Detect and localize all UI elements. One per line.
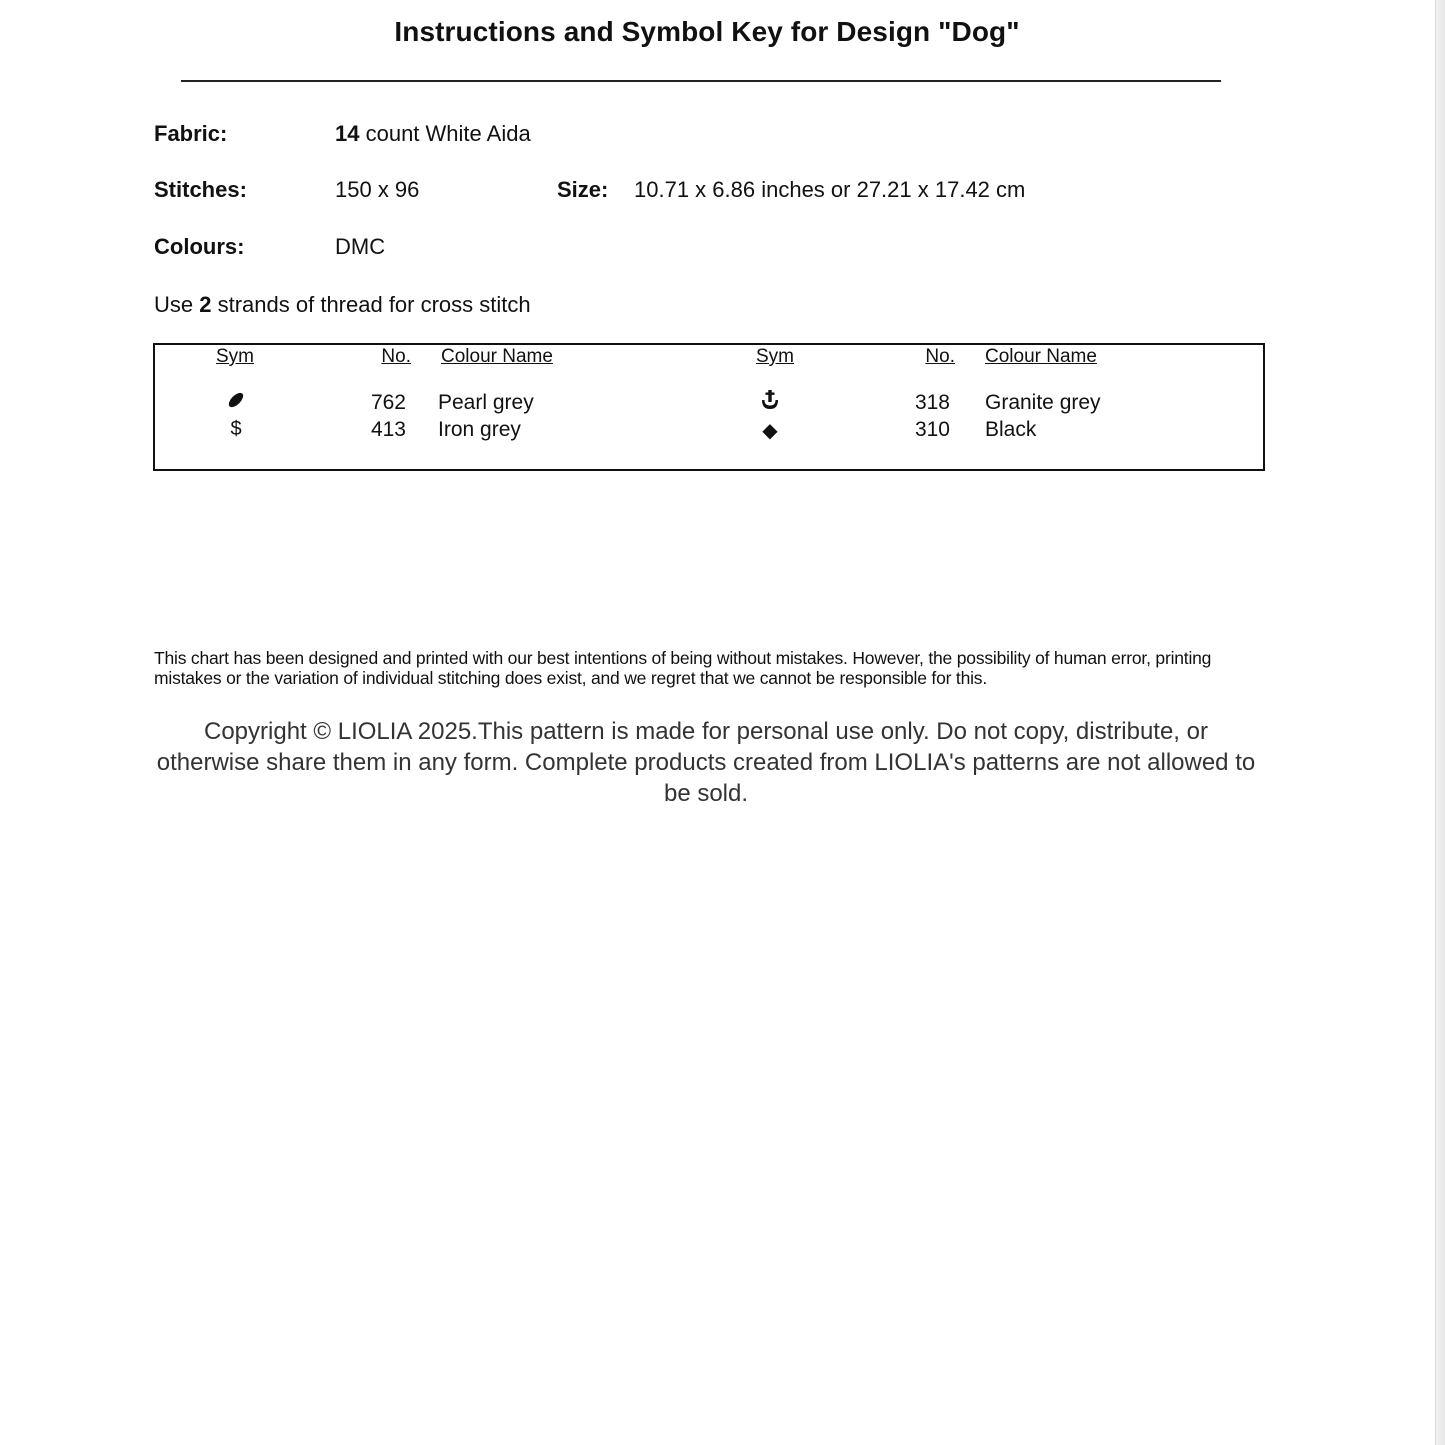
strands-prefix: Use bbox=[154, 292, 200, 317]
page-title: Instructions and Symbol Key for Design "Dog" bbox=[394, 16, 1020, 47]
row-right-1-no: 318 bbox=[914, 391, 950, 414]
stitches-label: Stitches: bbox=[154, 177, 247, 202]
size-label: Size: bbox=[557, 177, 609, 202]
row-left-2-no: 413 bbox=[370, 418, 406, 441]
title-underline bbox=[181, 80, 1221, 82]
copyright-notice: Copyright © LIOLIA 2025.This pattern is made for personal use only. Do not copy, distribute, or otherwise share them in any form. Complete products created from LIOLIA's patterns are not allowed to be sold. bbox=[156, 718, 1256, 807]
strands-suffix: strands of thread for cross stitch bbox=[211, 292, 531, 317]
size-value: 10.71 x 6.86 inches or 27.21 x 17.42 cm bbox=[634, 177, 1026, 202]
fabric-count: 14 bbox=[335, 121, 360, 146]
stitches-value: 150 x 96 bbox=[335, 177, 420, 202]
strands-count: 2 bbox=[199, 292, 212, 317]
page-edge-scrollbar[interactable] bbox=[1435, 0, 1445, 1445]
fabric-label: Fabric: bbox=[154, 121, 228, 146]
header-sym-left: Sym bbox=[216, 346, 254, 367]
row-left-1-no: 762 bbox=[370, 391, 406, 414]
fabric-description: count White Aida bbox=[359, 121, 531, 146]
header-no-left: No. bbox=[381, 346, 411, 367]
header-colour-name-right: Colour Name bbox=[985, 346, 1097, 367]
symbol-key-table bbox=[153, 343, 1265, 471]
row-right-2-no: 310 bbox=[914, 418, 950, 441]
fabric-value bbox=[335, 121, 531, 147]
row-left-1-name: Pearl grey bbox=[438, 391, 534, 414]
header-no-right: No. bbox=[925, 346, 955, 367]
strands-instruction bbox=[154, 292, 531, 318]
disclaimer-text: This chart has been designed and printed with our best intentions of being without mistakes. However, the possibility of human error, printing mistakes or the variation of individual stitching does exist, and we regret that we cannot be responsible for this. bbox=[154, 648, 1212, 688]
anchor-icon bbox=[750, 389, 790, 417]
header-sym-right: Sym bbox=[756, 346, 794, 367]
pencil-mark-icon bbox=[216, 389, 256, 417]
row-right-2-name: Black bbox=[985, 418, 1037, 441]
dollar-symbol: $ bbox=[230, 418, 242, 440]
header-colour-name-left: Colour Name bbox=[441, 346, 553, 367]
row-right-1-name: Granite grey bbox=[985, 391, 1101, 414]
diamond-symbol: ◆ bbox=[762, 420, 778, 442]
colours-label: Colours: bbox=[154, 234, 245, 259]
row-left-2-name: Iron grey bbox=[438, 418, 521, 441]
colours-value: DMC bbox=[335, 234, 386, 259]
